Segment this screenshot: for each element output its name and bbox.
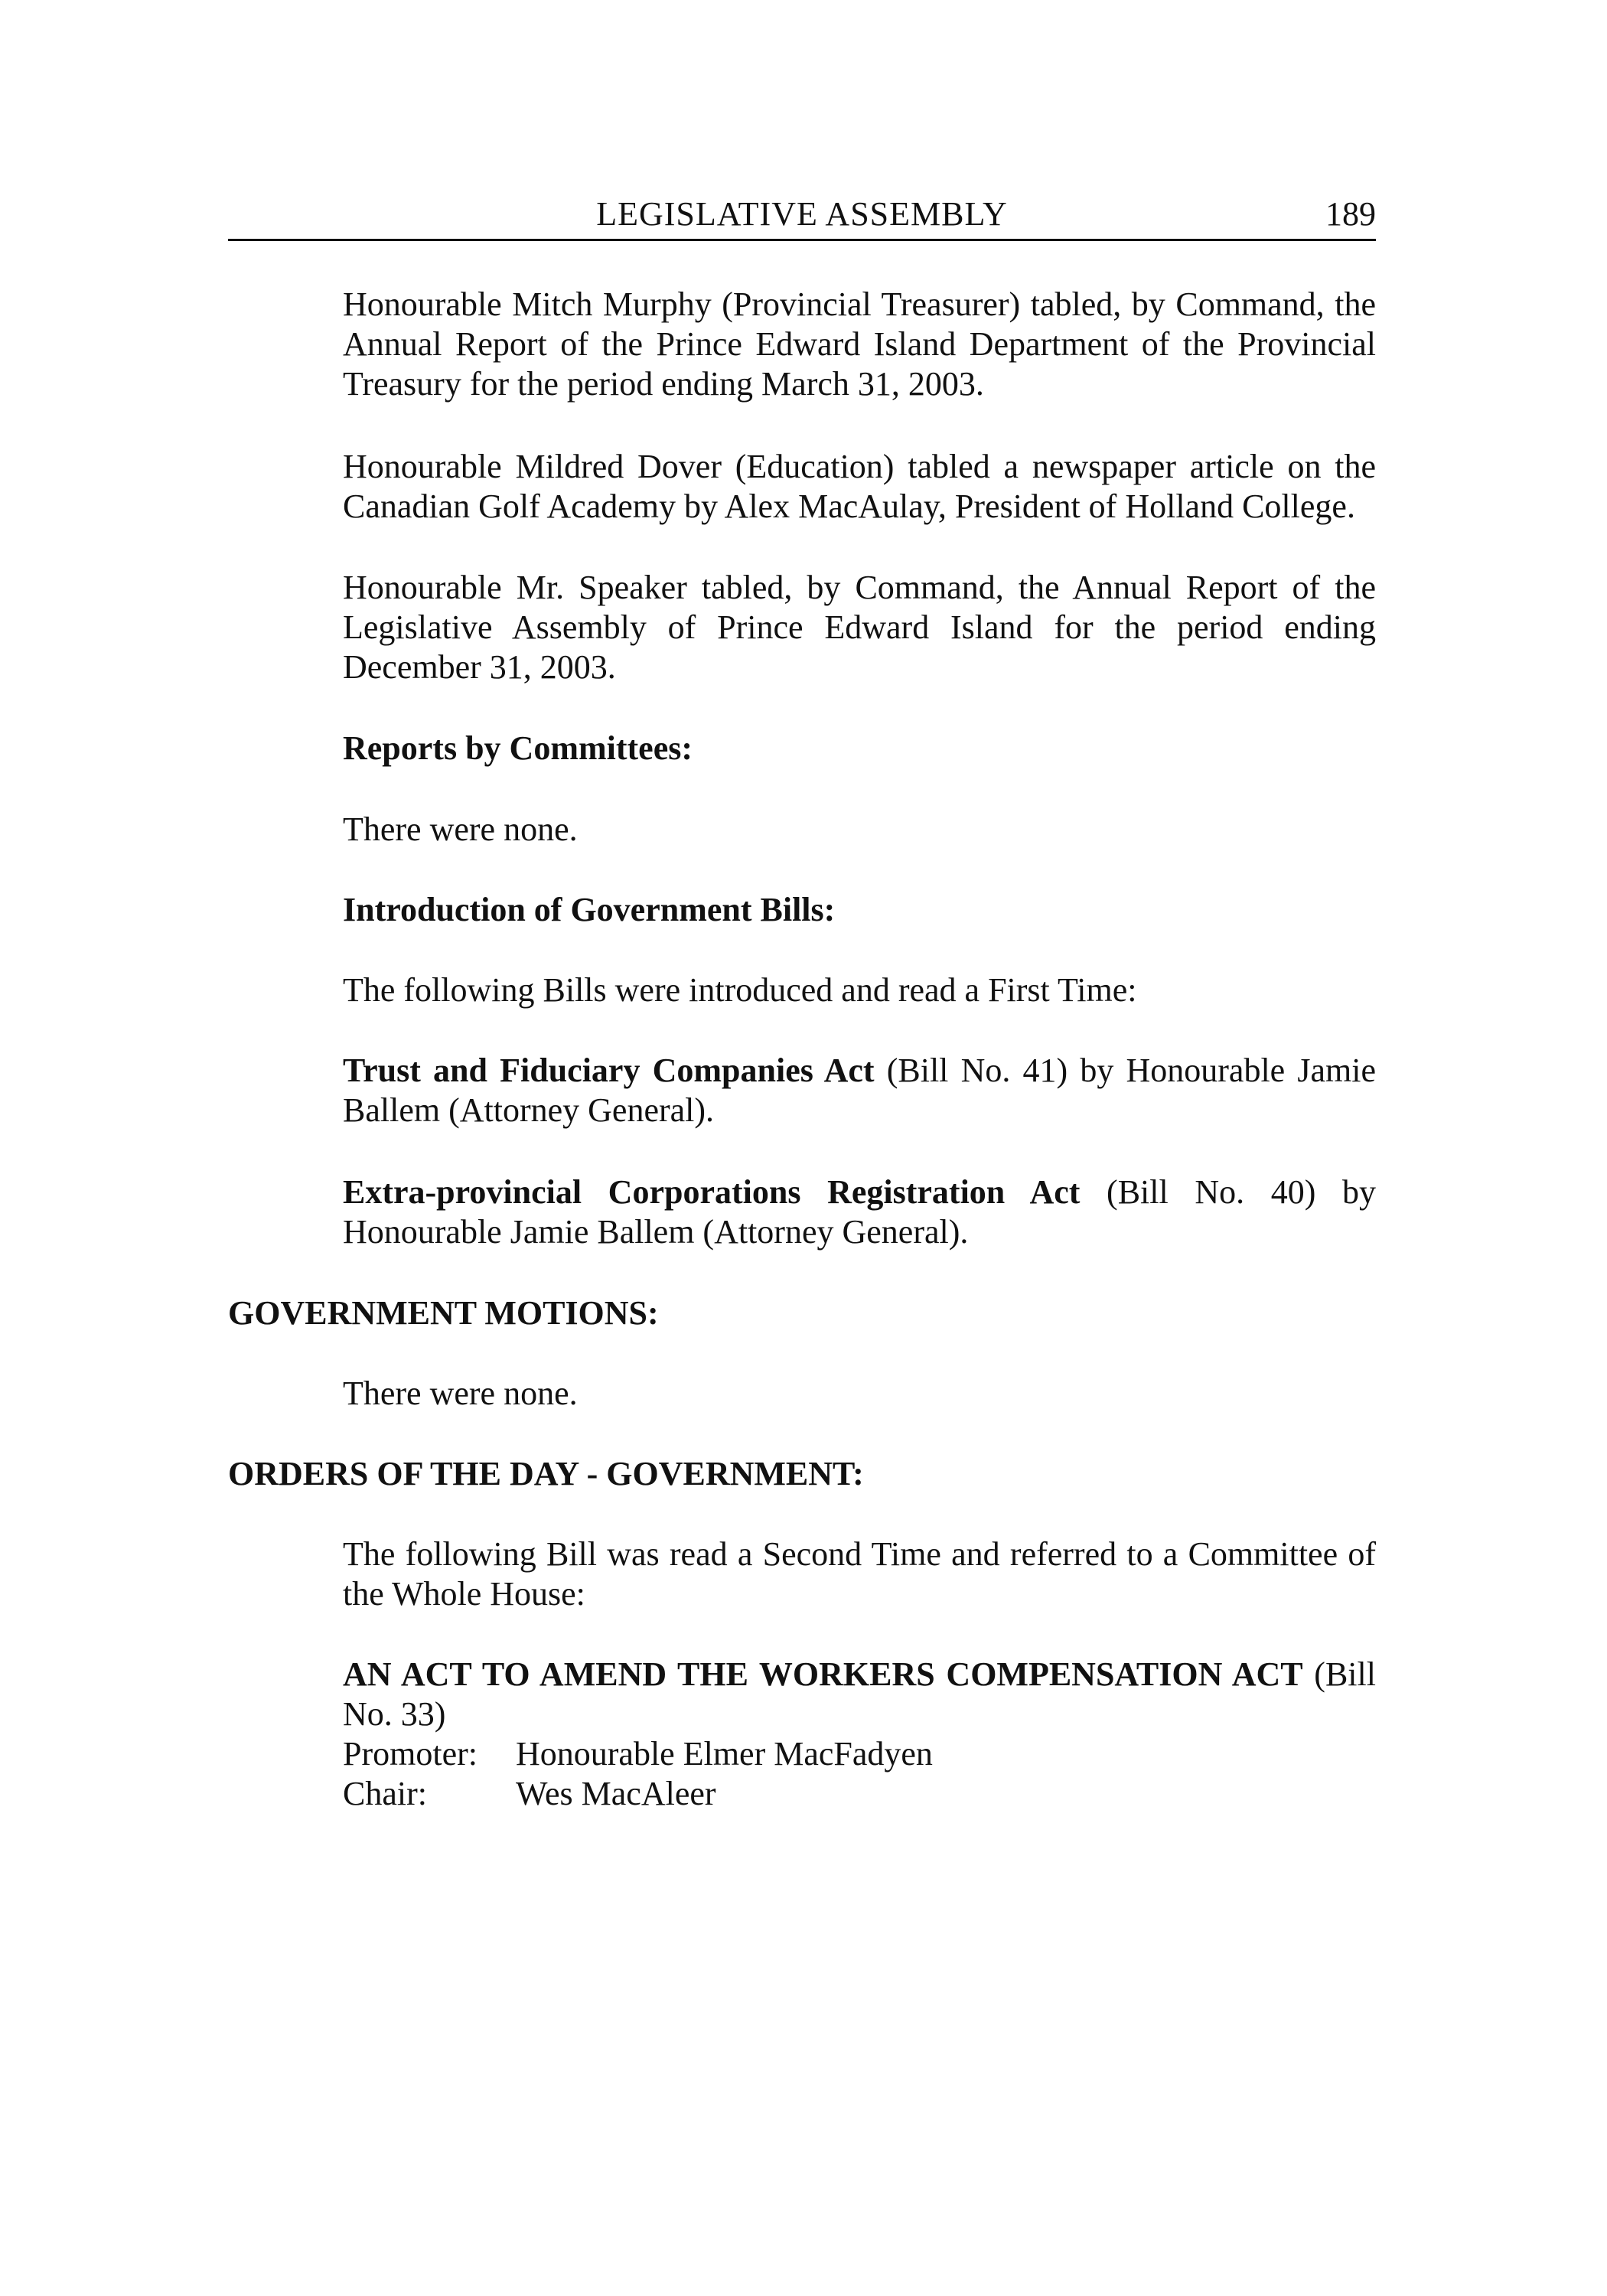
reports-none-text: There were none. <box>343 810 578 848</box>
chair-line <box>343 1774 716 1814</box>
promoter-line <box>343 1734 933 1774</box>
promoter-value: Honourable Elmer MacFadyen <box>516 1735 933 1773</box>
bill-extra-provincial-title: Extra-provincial Corporations Registration Act <box>343 1173 1081 1211</box>
bills-intro-text: The following Bills were introduced and read a First Time: <box>343 971 1137 1009</box>
paragraph-assembly-report: Honourable Mr. Speaker tabled, by Command, the Annual Report of the Legislative Assembly of Prince Edward Island for the period ending December 31, 2003. <box>343 569 1376 686</box>
bill-extra-provincial <box>343 1172 1376 1252</box>
chair-label: Chair: <box>343 1775 427 1812</box>
paragraph-treasury-report: Honourable Mitch Murphy (Provincial Treasurer) tabled, by Command, the Annual Report of the Prince Edward Island Department of the Provincial Treasury for the period ending March 31, 2003. <box>343 285 1376 403</box>
bill-trust-fiduciary-title: Trust and Fiduciary Companies Act <box>343 1052 875 1089</box>
bill-trust-fiduciary <box>343 1051 1376 1130</box>
heading-government-motions: GOVERNMENT MOTIONS: <box>228 1294 659 1332</box>
promoter-label: Promoter: <box>343 1735 478 1773</box>
motions-none-text: There were none. <box>343 1375 578 1412</box>
running-header <box>228 193 1376 241</box>
heading-orders-of-the-day: ORDERS OF THE DAY - GOVERNMENT: <box>228 1455 864 1492</box>
bill-trust-fiduciary-details: (Bill No. 41) by Honourable Jamie Ballem (Attorney General). <box>343 1052 1376 1129</box>
heading-government-bills: Introduction of Government Bills: <box>343 891 836 928</box>
chair-value: Wes MacAleer <box>516 1775 716 1812</box>
paragraph-golf-academy: Honourable Mildred Dover (Education) tabled a newspaper article on the Canadian Golf Academy by Alex MacAulay, President of Holland College. <box>343 448 1376 525</box>
orders-intro-text: The following Bill was read a Second Time and referred to a Committee of the Whole House: <box>343 1535 1376 1613</box>
bill-extra-provincial-details: (Bill No. 40) by Honourable Jamie Ballem (Attorney General). <box>343 1173 1377 1251</box>
bill-workers-compensation <box>343 1655 1376 1734</box>
bill-workers-compensation-title: AN ACT TO AMEND THE WORKERS COMPENSATION ACT <box>343 1655 1303 1693</box>
heading-reports-by-committees: Reports by Committees: <box>343 729 693 767</box>
page-number: 189 <box>1325 195 1376 233</box>
bill-workers-compensation-details: (Bill No. 33) <box>343 1655 1376 1733</box>
header-title: LEGISLATIVE ASSEMBLY <box>596 195 1008 233</box>
